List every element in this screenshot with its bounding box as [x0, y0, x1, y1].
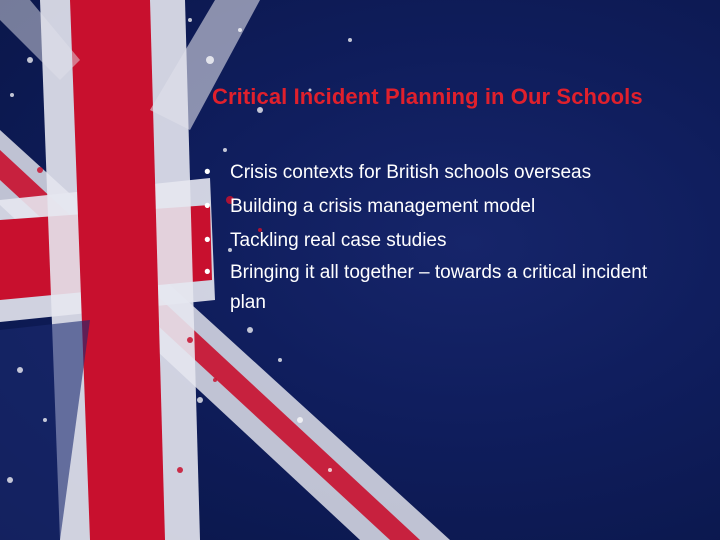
- bullet-text: Bringing it all together – towards a critical incident plan: [230, 262, 648, 313]
- bullet-dot-icon: •: [204, 230, 211, 251]
- bullet-item: [204, 156, 660, 190]
- bullet-dot-icon: •: [204, 196, 211, 217]
- bullet-dot-icon: •: [204, 262, 211, 283]
- bullet-dot-icon: •: [204, 162, 211, 183]
- bullet-list: [204, 156, 660, 318]
- bullet-text: Tackling real case studies: [230, 230, 447, 251]
- bullet-text: Crisis contexts for British schools overseas: [230, 162, 592, 183]
- bullet-text: Building a crisis management model: [230, 196, 536, 217]
- bullet-item: [204, 190, 660, 224]
- bullet-item: [204, 224, 660, 258]
- slide-title: Critical Incident Planning in Our Schools: [212, 84, 643, 109]
- bullet-item: [204, 258, 660, 318]
